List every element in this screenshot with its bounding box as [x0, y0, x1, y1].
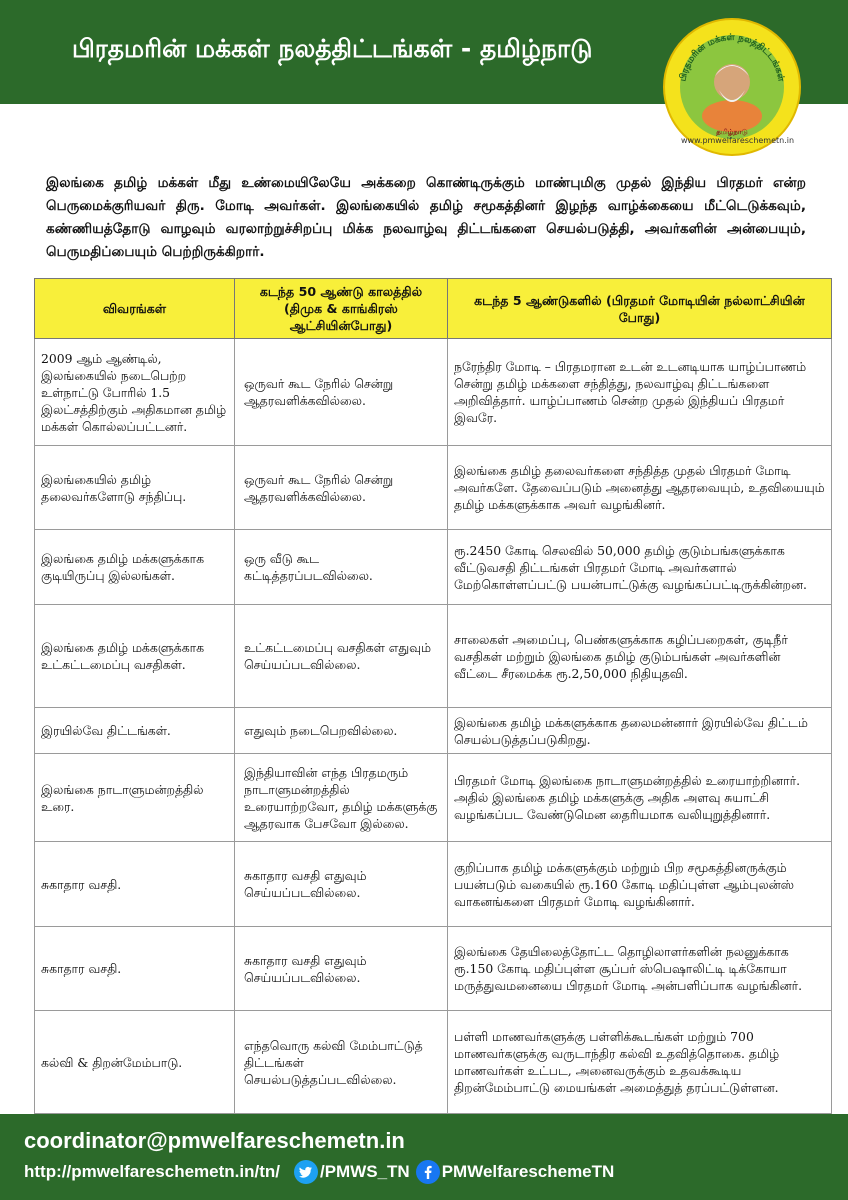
row-modi-action: இலங்கை தமிழ் மக்களுக்காக தலைமன்னார் இரயில்வே திட்டம் செயல்படுத்தப்படுகிறது.: [448, 708, 832, 754]
table-row: [35, 339, 832, 446]
twitter-icon[interactable]: [294, 1160, 318, 1184]
row-modi-action: பள்ளி மாணவர்களுக்கு பள்ளிக்கூடங்கள் மற்றும் 700 மாணவர்களுக்கு வருடாந்திர கல்வி உதவித்தொகை. தமிழ் மாணவர்கள் உட்பட, அனைவருக்கும் உதவக்கூடிய திறன்மேம்பாட்டு மையங்கள் அமைத்துத் தரப்பட்டுள்ளன.: [448, 1011, 832, 1114]
row-past-status: ஒருவர் கூட நேரில் சென்று ஆதரவளிக்கவில்லை.: [235, 446, 448, 530]
column-header-last-5-years: கடந்த 5 ஆண்டுகளில் (பிரதமர் மோடியின் நல்லாட்சியின் போது): [448, 279, 832, 339]
row-past-status: உட்கட்டமைப்பு வசதிகள் எதுவும் செய்யப்படவில்லை.: [235, 605, 448, 708]
footer-bar: [0, 1114, 848, 1200]
table-row: [35, 927, 832, 1011]
row-topic: இரயில்வே திட்டங்கள்.: [35, 708, 235, 754]
row-past-status: இந்தியாவின் எந்த பிரதமரும் நாடாளுமன்றத்தில் உரையாற்றவோ, தமிழ் மக்களுக்கு ஆதரவாக பேசவோ இல்லை.: [235, 754, 448, 842]
row-modi-action: நரேந்திர மோடி – பிரதமரான உடன் உடனடியாக யாழ்ப்பாணம் சென்று தமிழ் மக்களை சந்தித்து, நலவாழ்வு திட்டங்களை அறிவித்தார். யாழ்ப்பாணம் சென்ற முதல் இந்தியப் பிரதமர் இவரே.: [448, 339, 832, 446]
column-header-past-50-years: கடந்த 50 ஆண்டு காலத்தில் (திமுக & காங்கிரஸ் ஆட்சியின்போது): [235, 279, 448, 339]
table-row: [35, 754, 832, 842]
row-past-status: ஒருவர் கூட நேரில் சென்று ஆதரவளிக்கவில்லை.: [235, 339, 448, 446]
row-modi-action: இலங்கை தேயிலைத்தோட்ட தொழிலாளர்களின் நலனுக்காக ரூ.150 கோடி மதிப்புள்ள சூப்பர் ஸ்பெஷாலிட்டி டிக்கோயா மருத்துவமனையை பிரதமர் மோடி அன்பளிப்பாக வழங்கினர்.: [448, 927, 832, 1011]
logo-ring-text: பிரதமரின் மக்கள் நலத்திட்டங்கள்: [678, 32, 786, 83]
table-row: [35, 708, 832, 754]
facebook-handle-link[interactable]: PMWelfareschemeTN: [441, 1162, 615, 1181]
row-modi-action: குறிப்பாக தமிழ் மக்களுக்கும் மற்றும் பிற சமூகத்தினருக்கும் பயன்படும் வகையில் ரூ.160 கோடி மதிப்புள்ள ஆம்புலன்ஸ் வாகனங்களை பிரதமர் மோடி வழங்கினார்.: [448, 842, 832, 927]
table-header-row: [35, 279, 832, 339]
facebook-icon[interactable]: [416, 1160, 440, 1184]
row-modi-action: பிரதமர் மோடி இலங்கை நாடாளுமன்றத்தில் உரையாற்றினார். அதில் இலங்கை தமிழ் மக்களுக்கு அதிக அளவு சுயாட்சி வழங்கப்பட வேண்டுமென தைரியமாக வலியுறுத்தினார்.: [448, 754, 832, 842]
row-topic: கல்வி & திறன்மேம்பாடு.: [35, 1011, 235, 1114]
row-topic: இலங்கை தமிழ் மக்களுக்காக உட்கட்டமைப்பு வசதிகள்.: [35, 605, 235, 708]
row-past-status: எதுவும் நடைபெறவில்லை.: [235, 708, 448, 754]
table-row: [35, 605, 832, 708]
row-topic: சுகாதார வசதி.: [35, 927, 235, 1011]
column-header-details: விவரங்கள்: [35, 279, 235, 339]
row-past-status: சுகாதார வசதி எதுவும் செய்யப்படவில்லை.: [235, 842, 448, 927]
row-modi-action: ரூ.2450 கோடி செலவில் 50,000 தமிழ் குடும்பங்களுக்காக வீட்டுவசதி திட்டங்கள் பிரதமர் மோடி அவர்களால் மேற்கொள்ளப்பட்டு பயன்பாட்டுக்கு வழங்கப்பட்டிருக்கின்றன.: [448, 530, 832, 605]
page-title: பிரதமரின் மக்கள் நலத்திட்டங்கள் - தமிழ்நாடு: [72, 34, 593, 63]
table-row: [35, 446, 832, 530]
row-past-status: எந்தவொரு கல்வி மேம்பாட்டுத் திட்டங்கள் செயல்படுத்தப்படவில்லை.: [235, 1011, 448, 1114]
row-modi-action: இலங்கை தமிழ் தலைவர்களை சந்தித்த முதல் பிரதமர் மோடி அவர்களே. தேவைப்படும் அனைத்து ஆதரவையும், உதவியையும் தமிழ் மக்களுக்காக அவர் வழங்கினர்.: [448, 446, 832, 530]
row-modi-action: சாலைகள் அமைப்பு, பெண்களுக்காக கழிப்பறைகள், குடிநீர் வசதிகள் மற்றும் இலங்கை தமிழ் குடும்பங்கள் அவர்களின் வீட்டை சீரமைக்க ரூ.2,50,000 நிதியுதவி.: [448, 605, 832, 708]
website-link[interactable]: http://pmwelfareschemetn.in/tn/: [24, 1162, 280, 1181]
row-topic: சுகாதார வசதி.: [35, 842, 235, 927]
comparison-table: [34, 278, 832, 1114]
intro-paragraph: இலங்கை தமிழ் மக்கள் மீது உண்மையிலேயே அக்கறை கொண்டிருக்கும் மாண்புமிகு முதல் இந்திய பிரதமர் என்ற பெருமைக்குரியவர் திரு. மோடி அவர்கள். இலங்கையில் தமிழ் சமூகத்தினர் இழந்த வாழ்க்கையை மீட்டெடுக்கவும், கண்ணியத்தோடு வாழவும் வரலாற்றுச்சிறப்பு மிக்க நலவாழ்வு திட்டங்களை செயல்படுத்தி, அவர்களின் அன்பையும், பெருமதிப்பையும் பெற்றிருக்கிறார்.: [46, 175, 806, 260]
row-past-status: ஒரு வீடு கூட கட்டித்தரப்படவில்லை.: [235, 530, 448, 605]
row-topic: இலங்கையில் தமிழ் தலைவர்களோடு சந்திப்பு.: [35, 446, 235, 530]
twitter-handle-link[interactable]: /PMWS_TN: [319, 1162, 410, 1181]
footer-links: [24, 1160, 614, 1184]
table-row: [35, 530, 832, 605]
table-row: [35, 1011, 832, 1114]
row-topic: இலங்கை நாடாளுமன்றத்தில் உரை.: [35, 754, 235, 842]
row-past-status: சுகாதார வசதி எதுவும் செய்யப்படவில்லை.: [235, 927, 448, 1011]
row-topic: 2009 ஆம் ஆண்டில், இலங்கையில் நடைபெற்ற உள்நாட்டு போரில் 1.5 இலட்சத்திற்கும் அதிகமான தமிழ் மக்கள் கொல்லப்பட்டனர்.: [35, 339, 235, 446]
logo-state-label: தமிழ்நாடு: [716, 128, 748, 136]
logo-url: www.pmwelfareschemetn.in: [681, 136, 795, 145]
contact-email-link[interactable]: coordinator@pmwelfareschemetn.in: [24, 1128, 405, 1153]
row-topic: இலங்கை தமிழ் மக்களுக்காக குடியிருப்பு இல்லங்கள்.: [35, 530, 235, 605]
table-row: [35, 842, 832, 927]
